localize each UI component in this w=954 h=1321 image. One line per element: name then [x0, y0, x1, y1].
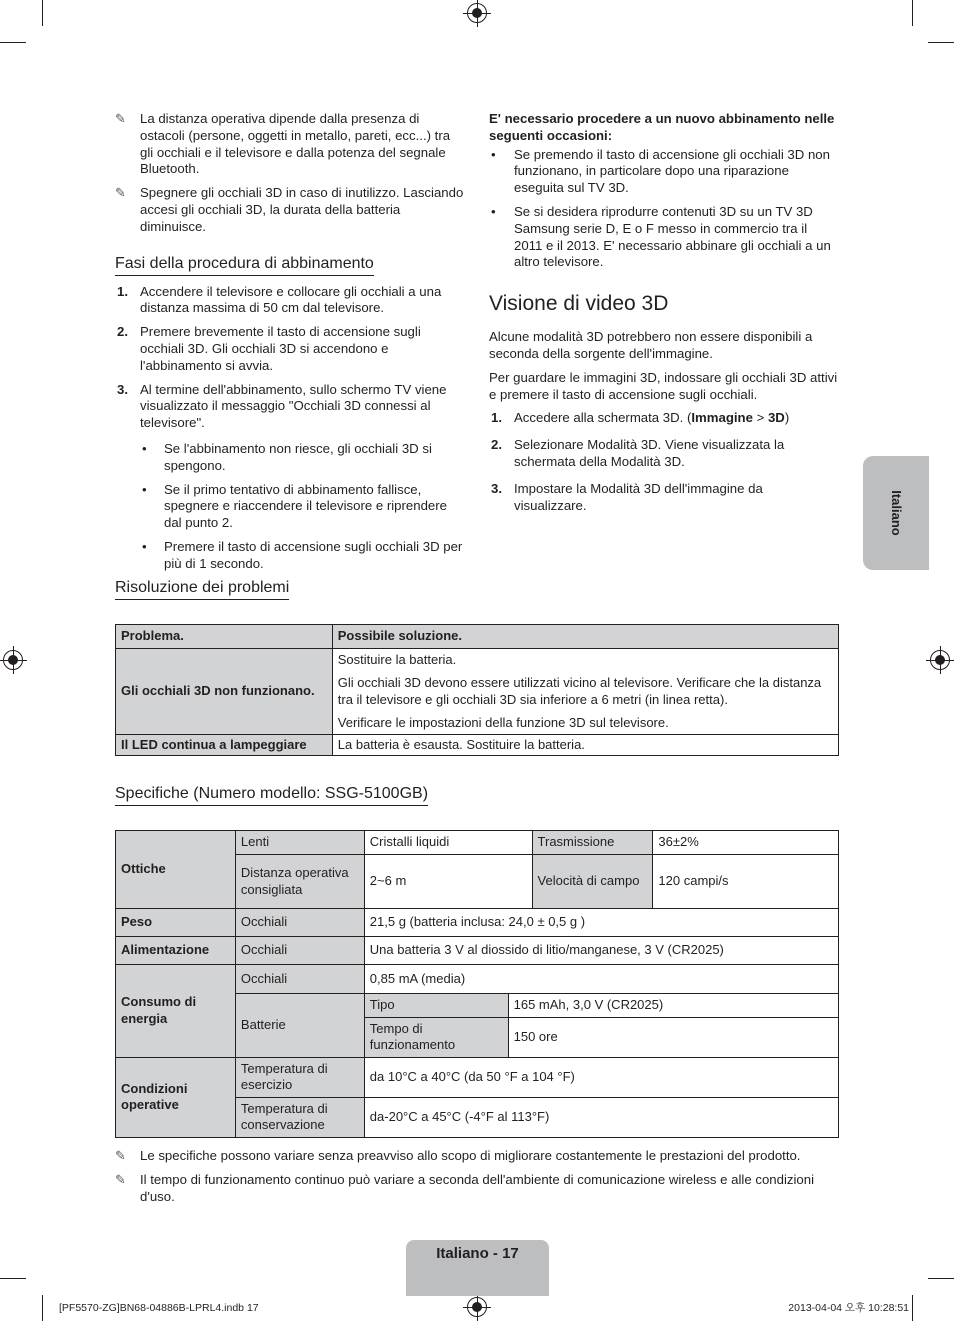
page-number: Italiano - 17	[436, 1245, 519, 1262]
sub-label: Lenti	[235, 831, 364, 855]
footer-file-info: [PF5570-ZG]BN68-04886B-LPRL4.indb 17	[59, 1302, 259, 1314]
crop-mark	[912, 1295, 913, 1321]
row-label: Peso	[116, 909, 236, 937]
visione-steps	[489, 410, 839, 514]
repair-heading: E' necessario procedere a un nuovo abbinamento nelle seguenti occasioni:	[489, 111, 835, 143]
note	[115, 1172, 845, 1206]
repair-bullets	[489, 147, 839, 272]
crop-mark	[0, 1278, 26, 1279]
crop-mark	[42, 0, 43, 26]
pairing-bullets	[115, 441, 465, 573]
sub-label: Trasmissione	[532, 831, 653, 855]
crop-mark	[0, 42, 26, 43]
sub-label: Tempo di funzionamento	[364, 1017, 508, 1057]
solution-cell: La batteria è esausta. Sostituire la batteria.	[332, 734, 838, 756]
sub-label: Velocità di campo	[532, 855, 653, 909]
pen-note-icon: ✎	[115, 185, 126, 201]
troubleshoot-table	[115, 624, 839, 756]
note	[115, 111, 465, 178]
step-text: Accedere alla schermata 3D. (	[514, 410, 692, 426]
table-row	[116, 734, 839, 756]
list-item	[115, 284, 465, 318]
table-row	[116, 965, 839, 994]
menu-path-separator: >	[752, 410, 768, 426]
list-item: • Se premendo il tasto di accensione gli occhiali 3D non funzionano, in particolare dopo una riparazione eseguita sul TV 3D.	[489, 147, 839, 197]
note-text: Il tempo di funzionamento continuo può variare a seconda dell'ambiente di comunicazione wireless e alle condizioni d'uso.	[140, 1171, 815, 1204]
step-number: 2.	[117, 324, 128, 340]
table-row	[116, 1057, 839, 1097]
list-item: • Se il primo tentativo di abbinamento fallisce, spegnere e riaccendere il televisore e riprendere dal punto 2.	[115, 482, 465, 532]
step-text: Selezionare Modalità 3D. Viene visualizzata la schermata della Modalità 3D.	[514, 437, 785, 469]
table-cell: da 10°C a 40°C (da 50 °F a 104 °F)	[364, 1057, 838, 1097]
table-cell: 21,5 g (batteria inclusa: 24,0 ± 0,5 g )	[364, 909, 838, 937]
pen-note-icon: ✎	[115, 1171, 126, 1187]
solution-item: Gli occhiali 3D devono essere utilizzati vicino al televisore. Verificare che la distanza tra il televisore e gli occhiali 3D sia inferiore a 6 metri (in linea retta).	[337, 675, 822, 707]
row-label: Ottiche	[116, 831, 236, 909]
table-row	[116, 648, 839, 734]
table-cell: Cristalli liquidi	[364, 831, 532, 855]
pairing-steps	[115, 284, 465, 432]
list-item	[115, 324, 465, 374]
list-item: • Se si desidera riprodurre contenuti 3D su un TV 3D Samsung serie D, E o F messo in commercio tra il 2011 e il 2013. E' necessario abbinare gli occhiali a un altro televisore.	[489, 204, 839, 271]
pairing-section-title: Fasi della procedura di abbinamento	[115, 254, 374, 276]
step-number: 3.	[491, 480, 502, 496]
solution-item: Sostituire la batteria.	[337, 651, 457, 667]
sub-label: Batterie	[235, 994, 364, 1058]
paragraph: Alcune modalità 3D potrebbero non essere disponibili a seconda della sorgente dell'immagine.	[489, 329, 813, 361]
crop-mark	[912, 0, 913, 26]
pen-note-icon: ✎	[115, 1148, 126, 1163]
table-header-row	[116, 625, 839, 649]
visione-title: Visione di video 3D	[489, 292, 669, 316]
menu-path-picture: Immagine	[691, 410, 753, 426]
crop-mark	[928, 42, 954, 43]
row-label: Consumo di energia	[116, 965, 236, 1058]
language-side-tab	[863, 456, 929, 570]
list-item	[115, 382, 465, 432]
note-text: Spegnere gli occhiali 3D in caso di inutilizzo. Lasciando accesi gli occhiali 3D, la durata della batteria diminuisce.	[140, 185, 464, 234]
table-cell: 150 ore	[508, 1017, 838, 1057]
step-text: Impostare la Modalità 3D dell'immagine da visualizzare.	[514, 480, 763, 513]
column-header: Possibile soluzione.	[332, 625, 838, 649]
right-column	[489, 111, 839, 521]
side-tab-label: Italiano	[889, 490, 905, 536]
table-row	[116, 909, 839, 937]
step-number: 1.	[117, 283, 128, 299]
sub-label: Occhiali	[235, 937, 364, 965]
menu-path-3d: 3D	[767, 410, 785, 426]
step-number: 1.	[491, 410, 502, 426]
registration-mark-icon	[930, 650, 950, 670]
sub-label: Temperatura di esercizio	[235, 1057, 364, 1097]
registration-mark-icon	[467, 3, 487, 23]
specs-title: Specifiche (Numero modello: SSG-5100GB)	[115, 784, 428, 806]
table-cell: 36±2%	[653, 831, 839, 855]
step-text: Accendere il televisore e collocare gli occhiali a una distanza massima di 50 cm dal televisore.	[140, 283, 442, 316]
solution-item: Verificare le impostazioni della funzione 3D sul televisore.	[337, 715, 669, 730]
list-item	[489, 437, 839, 471]
row-label: Alimentazione	[116, 937, 236, 965]
problem-cell: Gli occhiali 3D non funzionano.	[116, 648, 333, 734]
row-label: Condizioni operative	[116, 1057, 236, 1137]
table-cell: 165 mAh, 3,0 V (CR2025)	[508, 994, 838, 1018]
step-text-end: )	[784, 410, 790, 426]
step-number: 2.	[491, 437, 502, 453]
registration-mark-icon	[467, 1297, 487, 1317]
table-row	[116, 937, 839, 965]
note	[115, 1148, 845, 1165]
list-item	[489, 481, 839, 515]
column-header: Problema.	[116, 625, 333, 649]
note-text: Le specifiche possono variare senza preavviso allo scopo di migliorare costantemente le prestazioni del prodotto.	[140, 1148, 801, 1163]
crop-mark	[42, 1295, 43, 1321]
bottom-notes	[115, 1148, 845, 1212]
specs-table	[115, 830, 839, 1138]
page-number-box	[406, 1240, 549, 1296]
sub-label: Distanza operativa consigliata	[235, 855, 364, 909]
table-row	[116, 831, 839, 855]
pen-note-icon: ✎	[115, 111, 126, 126]
sub-label: Occhiali	[235, 965, 364, 994]
step-number: 3.	[117, 381, 128, 397]
sub-label: Tipo	[364, 994, 508, 1018]
table-cell: Una batteria 3 V al diossido di litio/manganese, 3 V (CR2025)	[364, 937, 838, 965]
table-cell: 120 campi/s	[653, 855, 839, 909]
step-text: Al termine dell'abbinamento, sullo schermo TV viene visualizzato il messaggio "Occhiali 3D connessi al televisore".	[140, 381, 447, 431]
solution-cell	[332, 648, 838, 734]
crop-mark	[928, 1278, 954, 1279]
problem-cell: Il LED continua a lampeggiare	[116, 734, 333, 756]
registration-mark-icon	[3, 650, 23, 670]
step-text: Premere brevemente il tasto di accensione sugli occhiali 3D. Gli occhiali 3D si accendono e l'abbinamento si avvia.	[140, 324, 421, 373]
paragraph: Per guardare le immagini 3D, indossare gli occhiali 3D attivi e premere il tasto di accensione sugli occhiali.	[489, 369, 838, 402]
list-item: • Se l'abbinamento non riesce, gli occhiali 3D si spengono.	[115, 441, 465, 475]
list-item	[489, 410, 839, 427]
table-cell: da-20°C a 45°C (-4°F al 113°F)	[364, 1097, 838, 1137]
note-text: La distanza operativa dipende dalla presenza di ostacoli (persone, oggetti in metallo, pareti, ecc...) tra gli occhiali e il televisore e dalla potenza del segnale Bluetooth.	[140, 111, 451, 177]
sub-label: Temperatura di conservazione	[235, 1097, 364, 1137]
left-column	[115, 111, 465, 580]
table-cell: 2~6 m	[364, 855, 532, 909]
table-cell: 0,85 mA (media)	[364, 965, 838, 994]
list-item: • Premere il tasto di accensione sugli occhiali 3D per più di 1 secondo.	[115, 539, 465, 573]
sub-label: Occhiali	[235, 909, 364, 937]
note	[115, 185, 465, 235]
troubleshoot-title: Risoluzione dei problemi	[115, 578, 289, 600]
footer-timestamp: 2013-04-04 오후 10:28:51	[788, 1302, 909, 1314]
